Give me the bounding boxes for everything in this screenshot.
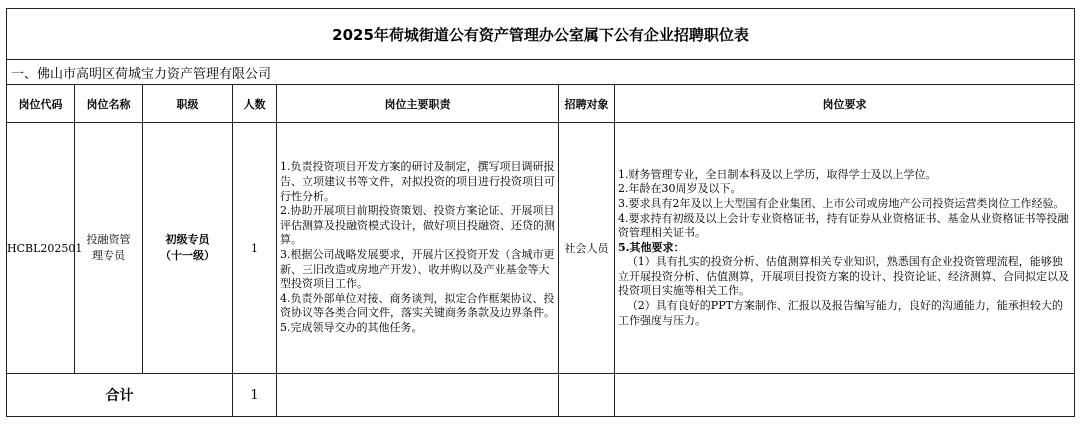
position-count: 1 — [233, 123, 277, 374]
position-code: HCBL202501 — [7, 123, 75, 374]
rank-line-1: 初级专员 — [165, 233, 210, 246]
header-count: 人数 — [233, 85, 277, 123]
total-empty-cell — [615, 374, 1075, 417]
duty-item: 1.负责投资项目开发方案的研讨及制定，撰写项目调研报告、立项建议书等文件，对拟投资的项目进行投资项目可行性分析。 — [280, 160, 555, 203]
total-empty-cell — [559, 374, 615, 417]
table-title: 2025年荷城街道公有资产管理办公室属下公有企业招聘职位表 — [7, 9, 1075, 60]
rank-line-2: （十一级） — [160, 249, 215, 262]
header-rank: 职级 — [143, 85, 233, 123]
requirement-item: 1.财务管理专业，全日制本科及以上学历，取得学士及以上学位。 — [618, 167, 937, 181]
position-requirements — [615, 123, 1075, 374]
header-target: 招聘对象 — [559, 85, 615, 123]
position-name: 投融资管理专员 — [75, 123, 143, 374]
other-requirement-item: （1）具有扎实的投资分析、估值测算相关专业知识，熟悉国有企业投资管理流程，能够独立开展投资分析、估值测算，开展项目投资方案的设计、投资论证、经济测算、合同拟定以及投资项目实施等相关工作。 — [618, 255, 1069, 298]
requirement-item: 2.年龄在30周岁及以下。 — [618, 182, 742, 196]
duty-item: 3.根据公司战略发展要求，开展片区投资开发（含城市更新、三旧改造或房地产开发）、收并购以及产业基金等大型投资项目工作。 — [280, 248, 555, 291]
other-requirements-title: 5.其他要求： — [618, 240, 685, 254]
header-duties: 岗位主要职责 — [277, 85, 559, 123]
company-heading: 一、佛山市高明区荷城宝力资产管理有限公司 — [7, 60, 1075, 85]
other-requirement-item: （2）具有良好的PPT方案制作、汇报以及报告编写能力，良好的沟通能力，能承担较大的工作强度与压力。 — [618, 299, 1063, 327]
total-row — [7, 374, 1075, 417]
recruitment-table — [6, 8, 1075, 417]
requirement-item: 4.要求持有初级及以上会计专业资格证书，持有证券从业资格证书、基金从业资格证书等投融资管理相关证书。 — [618, 211, 1069, 240]
duty-item: 4.负责外部单位对接、商务谈判，拟定合作框架协议、投资协议等各类合同文件，落实关键商务条款及边界条件。 — [280, 291, 555, 320]
header-requirements: 岗位要求 — [615, 85, 1075, 123]
duty-item: 2.协助开展项目前期投资策划、投资方案论证、开展项目评估测算及投融资模式设计，做好项目投融资、还贷的测算。 — [280, 204, 555, 247]
total-label: 合计 — [7, 374, 233, 417]
header-name: 岗位名称 — [75, 85, 143, 123]
header-code: 岗位代码 — [7, 85, 75, 123]
requirement-item: 3.要求具有2年及以上大型国有企业集团、上市公司或房地产公司投资运营类岗位工作经验。 — [618, 196, 1065, 210]
table-row — [7, 123, 1075, 374]
total-count: 1 — [233, 374, 277, 417]
recruit-target: 社会人员 — [559, 123, 615, 374]
position-duties — [277, 123, 559, 374]
position-rank — [143, 123, 233, 374]
total-empty-cell — [277, 374, 559, 417]
duty-item: 5.完成领导交办的其他任务。 — [280, 320, 423, 334]
